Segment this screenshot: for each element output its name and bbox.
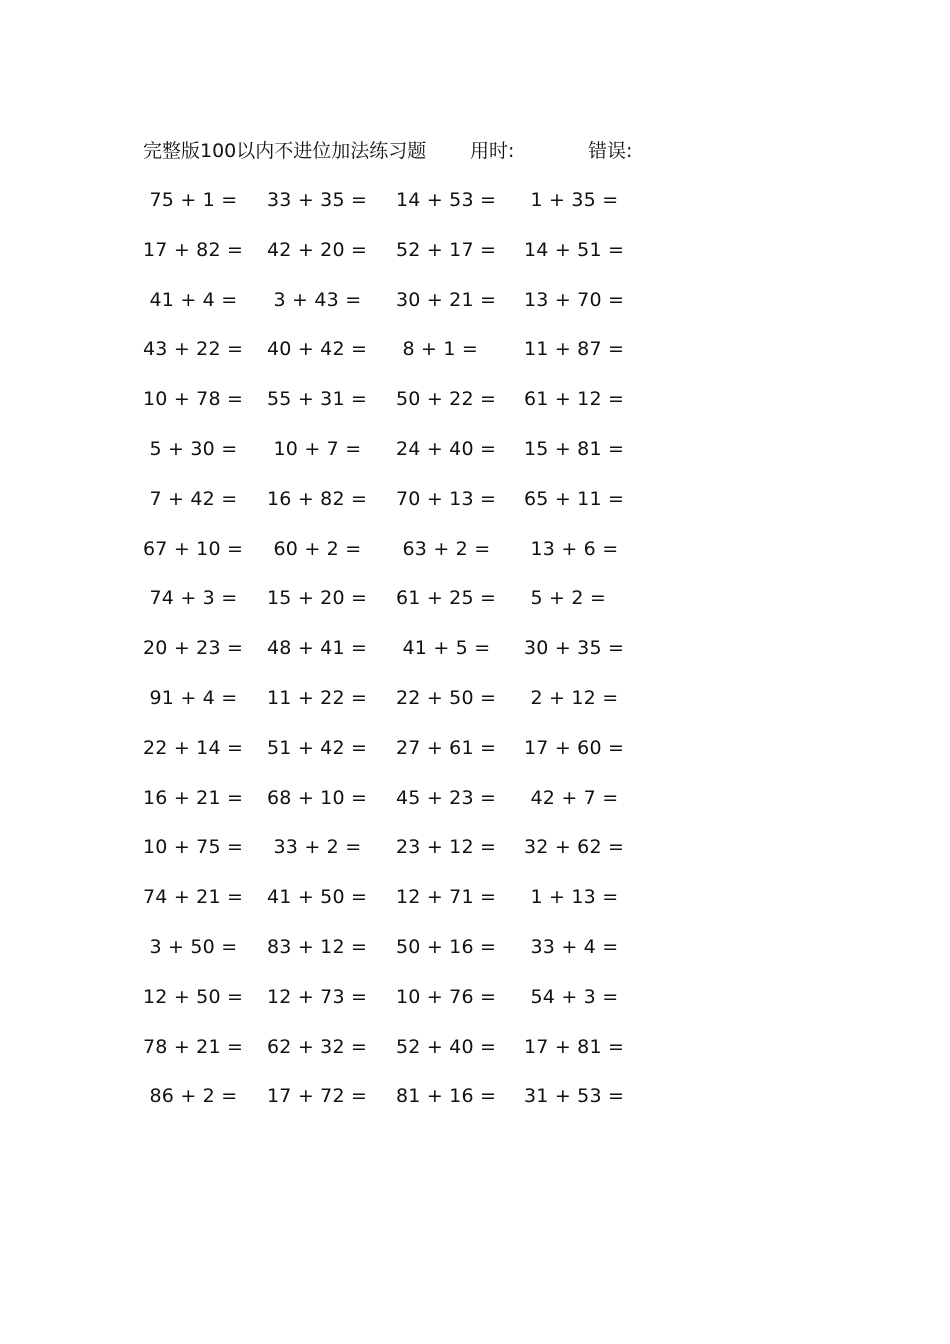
addition-problem: 30 + 35 = xyxy=(524,637,625,660)
addition-problem: 2 + 12 = xyxy=(530,687,619,709)
addition-problem: 91 + 4 = xyxy=(149,687,238,709)
addition-problem: 50 + 16 = xyxy=(396,936,497,958)
addition-problem: 11 + 22 = xyxy=(267,687,368,709)
addition-problem: 60 + 2 = xyxy=(273,537,362,560)
addition-problem: 7 + 42 = xyxy=(149,487,238,510)
addition-problem: 13 + 6 = xyxy=(530,537,619,560)
addition-problem: 41 + 4 = xyxy=(149,288,238,311)
addition-problem: 61 + 12 = xyxy=(524,388,625,411)
addition-problem: 86 + 2 = xyxy=(149,1085,238,1108)
addition-problem: 52 + 17 = xyxy=(396,238,497,261)
addition-problem: 17 + 72 = xyxy=(267,1085,368,1108)
addition-problem: 12 + 71 = xyxy=(396,886,497,909)
problem-row xyxy=(0,1032,700,1062)
addition-problem: 54 + 3 = xyxy=(530,985,619,1008)
addition-problem: 17 + 60 = xyxy=(524,736,625,759)
problem-row xyxy=(0,534,700,564)
problem-row xyxy=(0,683,700,713)
addition-problem: 52 + 40 = xyxy=(396,1035,497,1058)
addition-problem: 83 + 12 = xyxy=(267,936,368,958)
addition-problem: 42 + 20 = xyxy=(267,238,368,261)
addition-problem: 63 + 2 = xyxy=(402,537,491,560)
addition-problem: 10 + 78 = xyxy=(143,388,244,411)
addition-problem: 16 + 21 = xyxy=(143,786,244,809)
addition-problem: 20 + 23 = xyxy=(143,637,244,660)
addition-problem: 61 + 25 = xyxy=(396,587,497,610)
addition-problem: 40 + 42 = xyxy=(267,338,368,361)
addition-problem: 48 + 41 = xyxy=(267,637,368,660)
problem-row xyxy=(0,434,700,464)
problem-row xyxy=(0,882,700,912)
addition-problem: 74 + 3 = xyxy=(149,587,238,610)
problem-row xyxy=(0,285,700,315)
problem-row xyxy=(0,1081,700,1111)
addition-problem: 10 + 75 = xyxy=(143,836,244,859)
problem-row xyxy=(0,932,700,962)
addition-problem: 24 + 40 = xyxy=(396,438,497,460)
addition-problem: 75 + 1 = xyxy=(149,189,238,211)
addition-problem: 32 + 62 = xyxy=(524,836,625,859)
addition-problem: 13 + 70 = xyxy=(524,288,625,311)
problem-row xyxy=(0,185,700,215)
addition-problem: 15 + 20 = xyxy=(267,587,368,610)
addition-problem: 22 + 50 = xyxy=(396,687,497,709)
addition-problem: 78 + 21 = xyxy=(143,1035,244,1058)
problem-row xyxy=(0,583,700,613)
problem-row xyxy=(0,334,700,364)
addition-problem: 42 + 7 = xyxy=(530,786,619,809)
problem-row xyxy=(0,484,700,514)
addition-problem: 15 + 81 = xyxy=(524,438,625,460)
addition-problem: 17 + 82 = xyxy=(143,238,244,261)
addition-problem: 5 + 2 = xyxy=(530,587,607,610)
addition-problem: 55 + 31 = xyxy=(267,388,368,411)
addition-problem: 62 + 32 = xyxy=(267,1035,368,1058)
addition-problem: 14 + 51 = xyxy=(524,238,625,261)
addition-problem: 45 + 23 = xyxy=(396,786,497,809)
addition-problem: 33 + 4 = xyxy=(530,936,619,958)
addition-problem: 10 + 76 = xyxy=(396,985,497,1008)
addition-problem: 50 + 22 = xyxy=(396,388,497,411)
time-label: 用时: xyxy=(470,140,515,162)
addition-problem: 41 + 50 = xyxy=(267,886,368,909)
addition-problem: 30 + 21 = xyxy=(396,288,497,311)
addition-problem: 23 + 12 = xyxy=(396,836,497,859)
addition-problem: 8 + 1 = xyxy=(402,338,479,361)
addition-problem: 22 + 14 = xyxy=(143,736,244,759)
addition-problem: 33 + 35 = xyxy=(267,189,368,211)
addition-problem: 3 + 43 = xyxy=(273,288,362,311)
problem-row xyxy=(0,235,700,265)
worksheet-header xyxy=(143,137,703,165)
addition-problem: 31 + 53 = xyxy=(524,1085,625,1108)
addition-problem: 12 + 50 = xyxy=(143,985,244,1008)
addition-problem: 10 + 7 = xyxy=(273,438,362,460)
addition-problem: 68 + 10 = xyxy=(267,786,368,809)
addition-problem: 3 + 50 = xyxy=(149,936,238,958)
problem-row xyxy=(0,783,700,813)
problem-row xyxy=(0,733,700,763)
addition-problem: 16 + 82 = xyxy=(267,487,368,510)
problem-row xyxy=(0,982,700,1012)
problem-row xyxy=(0,633,700,663)
addition-problem: 33 + 2 = xyxy=(273,836,362,859)
addition-problem: 14 + 53 = xyxy=(396,189,497,211)
problem-row xyxy=(0,832,700,862)
addition-problem: 65 + 11 = xyxy=(524,487,625,510)
addition-problem: 81 + 16 = xyxy=(396,1085,497,1108)
addition-problem: 51 + 42 = xyxy=(267,736,368,759)
addition-problem: 1 + 13 = xyxy=(530,886,619,909)
addition-problem: 43 + 22 = xyxy=(143,338,244,361)
addition-problem: 67 + 10 = xyxy=(143,537,244,560)
worksheet-title: 完整版100以内不进位加法练习题 xyxy=(143,140,427,162)
addition-problem: 17 + 81 = xyxy=(524,1035,625,1058)
addition-problem: 1 + 35 = xyxy=(530,189,619,211)
addition-problem: 12 + 73 = xyxy=(267,985,368,1008)
addition-problem: 11 + 87 = xyxy=(524,338,625,361)
problem-row xyxy=(0,384,700,414)
errors-label: 错误: xyxy=(588,140,633,162)
addition-problem: 74 + 21 = xyxy=(143,886,244,909)
addition-problem: 70 + 13 = xyxy=(396,487,497,510)
addition-problem: 5 + 30 = xyxy=(149,438,238,460)
addition-problem: 27 + 61 = xyxy=(396,736,497,759)
addition-problem: 41 + 5 = xyxy=(402,637,491,660)
